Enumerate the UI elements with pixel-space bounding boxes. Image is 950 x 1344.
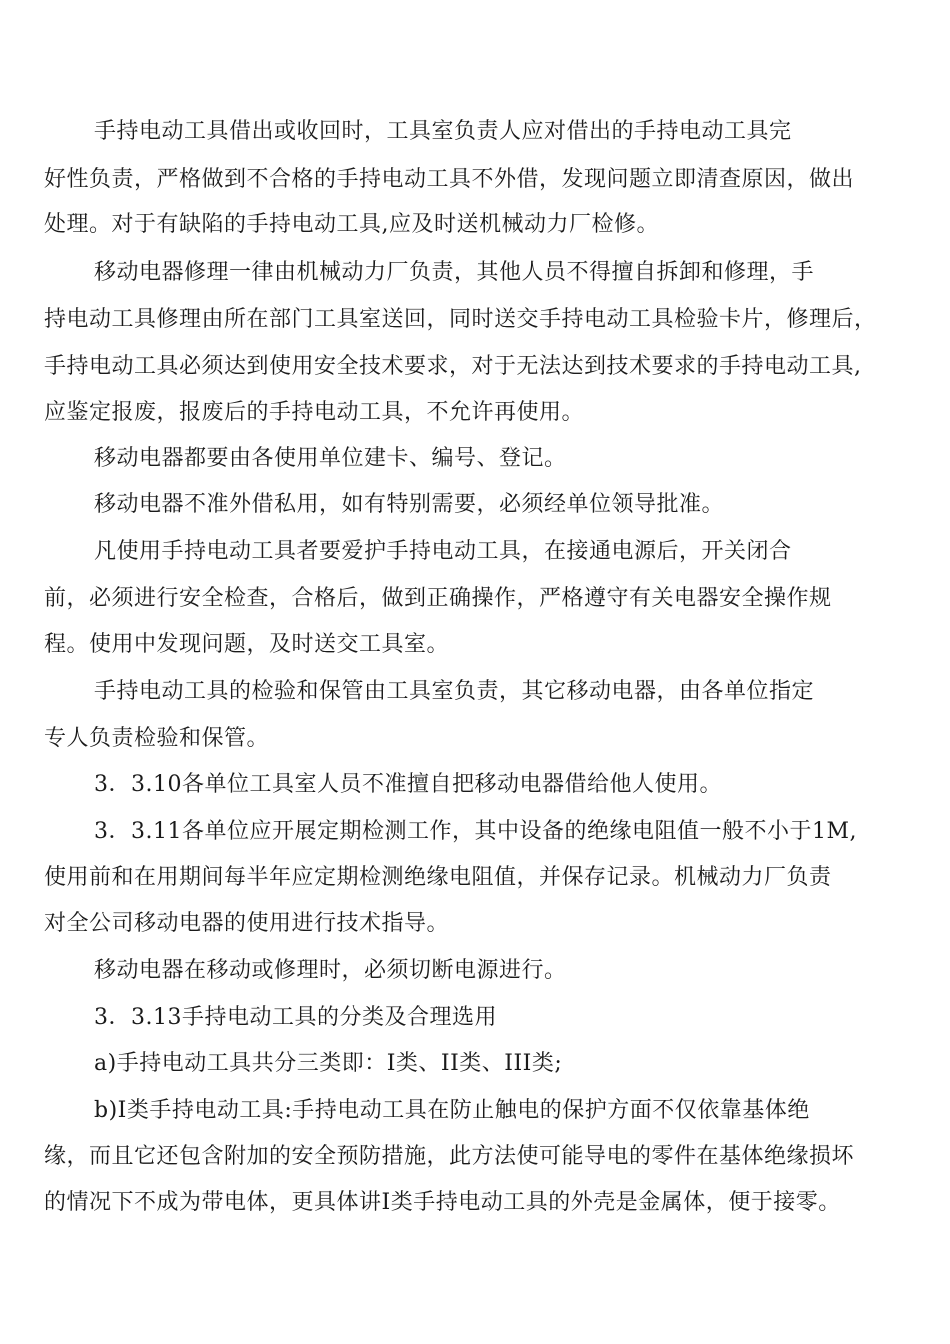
text-line: 缘，而且它还包含附加的安全预防措施，此方法使可能导电的零件在基体绝缘损坏 bbox=[44, 1144, 855, 1169]
text-line: 手持电动工具必须达到使用安全技术要求，对于无法达到技术要求的手持电动工具, bbox=[44, 354, 862, 379]
text-line: 手持电动工具借出或收回时，工具室负责人应对借出的手持电动工具完 bbox=[94, 119, 792, 144]
text-line: 处理。对于有缺陷的手持电动工具,应及时送机械动力厂检修。 bbox=[44, 212, 659, 237]
text-line: 手持电动工具的检验和保管由工具室负责，其它移动电器，由各单位指定 bbox=[94, 679, 815, 704]
text-line: b)I类手持电动工具:手持电动工具在防止触电的保护方面不仅依靠基体绝 bbox=[94, 1098, 810, 1123]
text-line: 移动电器在移动或修理时，必须切断电源进行。 bbox=[94, 958, 567, 983]
text-line: 移动电器不准外借私用，如有特别需要，必须经单位领导批准。 bbox=[94, 492, 725, 517]
text-line: 凡使用手持电动工具者要爱护手持电动工具，在接通电源后，开关闭合 bbox=[94, 539, 792, 564]
text-line: 移动电器修理一律由机械动力厂负责，其他人员不得擅自拆卸和修理，手 bbox=[94, 260, 815, 285]
text-line: 3．3.13手持电动工具的分类及合理选用 bbox=[94, 1005, 497, 1030]
text-line: 应鉴定报废，报废后的手持电动工具，不允许再使用。 bbox=[44, 400, 585, 425]
text-line: 前，必须进行安全检查，合格后，做到正确操作，严格遵守有关电器安全操作规 bbox=[44, 586, 832, 611]
text-line: a)手持电动工具共分三类即：I类、II类、III类; bbox=[94, 1051, 563, 1076]
text-line: 持电动工具修理由所在部门工具室送回，同时送交手持电动工具检验卡片，修理后， bbox=[44, 307, 877, 332]
text-line: 专人负责检验和保管。 bbox=[44, 726, 270, 751]
text-line: 3．3.11各单位应开展定期检测工作，其中设备的绝缘电阻值一般不小于1M, bbox=[94, 819, 858, 844]
text-line: 3．3.10各单位工具室人员不准擅自把移动电器借给他人使用。 bbox=[94, 772, 722, 797]
text-line: 程。使用中发现问题，及时送交工具室。 bbox=[44, 632, 450, 657]
text-line: 好性负责，严格做到不合格的手持电动工具不外借，发现问题立即清查原因，做出 bbox=[44, 167, 855, 192]
text-line: 移动电器都要由各使用单位建卡、编号、登记。 bbox=[94, 446, 567, 471]
text-line: 的情况下不成为带电体，更具体讲I类手持电动工具的外壳是金属体，便于接零。 bbox=[44, 1190, 841, 1215]
text-line: 使用前和在用期间每半年应定期检测绝缘电阻值，并保存记录。机械动力厂负责 bbox=[44, 865, 832, 890]
text-line: 对全公司移动电器的使用进行技术指导。 bbox=[44, 911, 450, 936]
